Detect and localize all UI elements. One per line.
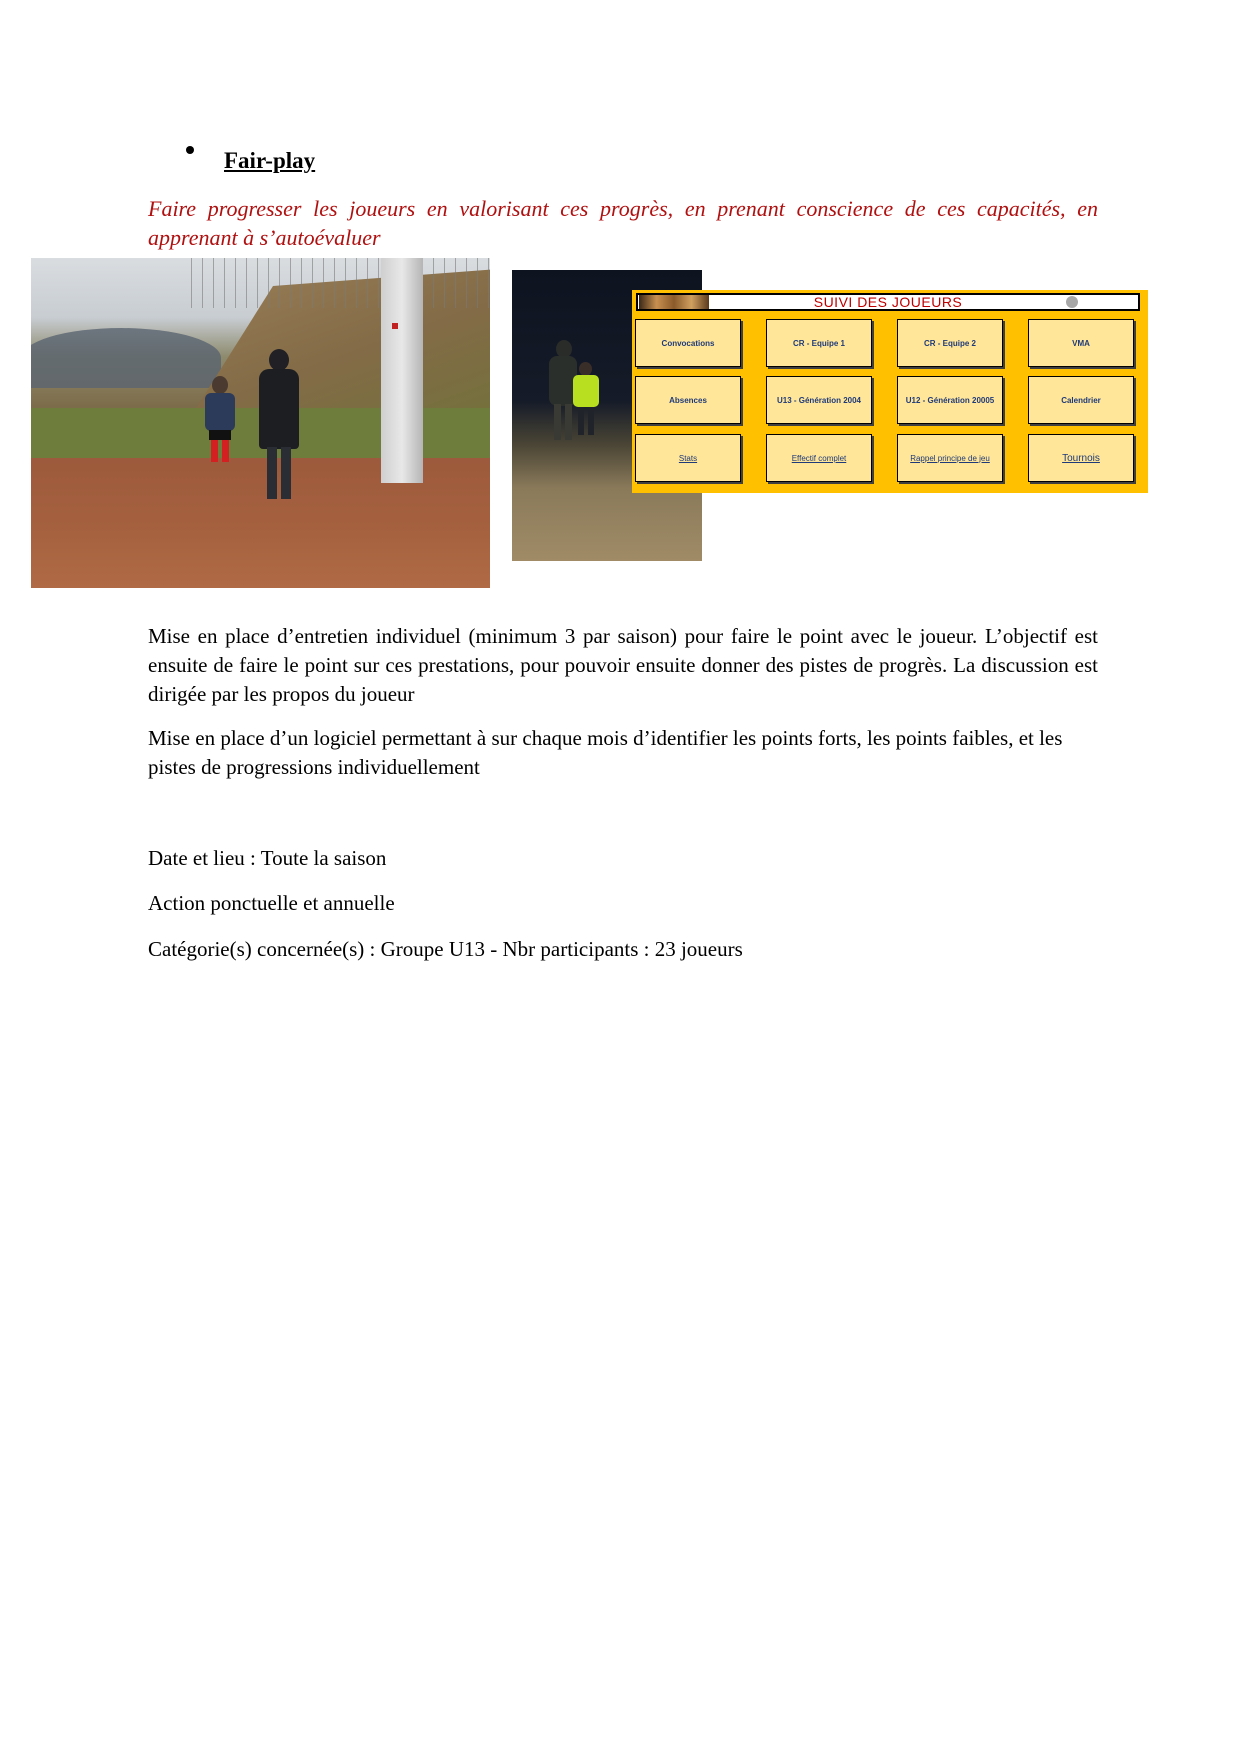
convocations-button[interactable]: Convocations: [635, 319, 741, 367]
stats-link[interactable]: Stats: [635, 434, 741, 482]
tournois-link[interactable]: Tournois: [1028, 434, 1134, 482]
intro-text: Faire progresser les joueurs en valorisant ces progrès, en prenant conscience de ces capacités, en apprenant à s’autoévaluer: [148, 196, 1098, 250]
category-text: Catégorie(s) concernée(s) : Groupe U13 - Nbr participants : 23 joueurs: [148, 937, 743, 961]
rappel-principe-link[interactable]: Rappel principe de jeu: [897, 434, 1003, 482]
player-tracking-app: [632, 290, 1148, 493]
effectif-complet-link[interactable]: Effectif complet: [766, 434, 872, 482]
section-heading: Fair-play: [224, 148, 316, 173]
absences-button[interactable]: Absences: [635, 376, 741, 424]
field-photo: [31, 258, 490, 588]
calendrier-button[interactable]: Calendrier: [1028, 376, 1134, 424]
u13-generation-button[interactable]: U13 - Génération 2004: [766, 376, 872, 424]
coach-figure: [257, 349, 301, 504]
paragraph-logiciel: Mise en place d’un logiciel permettant à sur chaque mois d’identifier les points forts, les points faibles, et les pistes de progressions individuellement: [148, 726, 1063, 779]
paragraph-entretien: Mise en place d’entretien individuel (minimum 3 par saison) pour faire le point avec le joueur. L’objectif est ensuite de faire le point sur ces prestations, pour pouvoir ensuite donner des pistes de progrès. La discussion est dirigée par les propos du joueur: [148, 624, 1098, 706]
player-figure: [203, 376, 237, 466]
circle-icon[interactable]: [1066, 296, 1078, 308]
hill-shape: [31, 328, 221, 388]
vma-button[interactable]: VMA: [1028, 319, 1134, 367]
app-title: SUIVI DES JOUEURS: [813, 294, 963, 310]
u12-generation-button[interactable]: U12 - Génération 20005: [897, 376, 1003, 424]
player-figure: [572, 362, 600, 437]
fence-shape: [181, 258, 490, 308]
date-lieu-text: Date et lieu : Toute la saison: [148, 846, 387, 870]
bullet-icon: [186, 146, 194, 154]
app-titlebar: [636, 293, 1140, 311]
pole-shape: [381, 258, 423, 483]
cr-equipe2-button[interactable]: CR - Equipe 2: [897, 319, 1003, 367]
cr-equipe1-button[interactable]: CR - Equipe 1: [766, 319, 872, 367]
pole-mark: [392, 323, 398, 329]
action-text: Action ponctuelle et annuelle: [148, 891, 395, 915]
